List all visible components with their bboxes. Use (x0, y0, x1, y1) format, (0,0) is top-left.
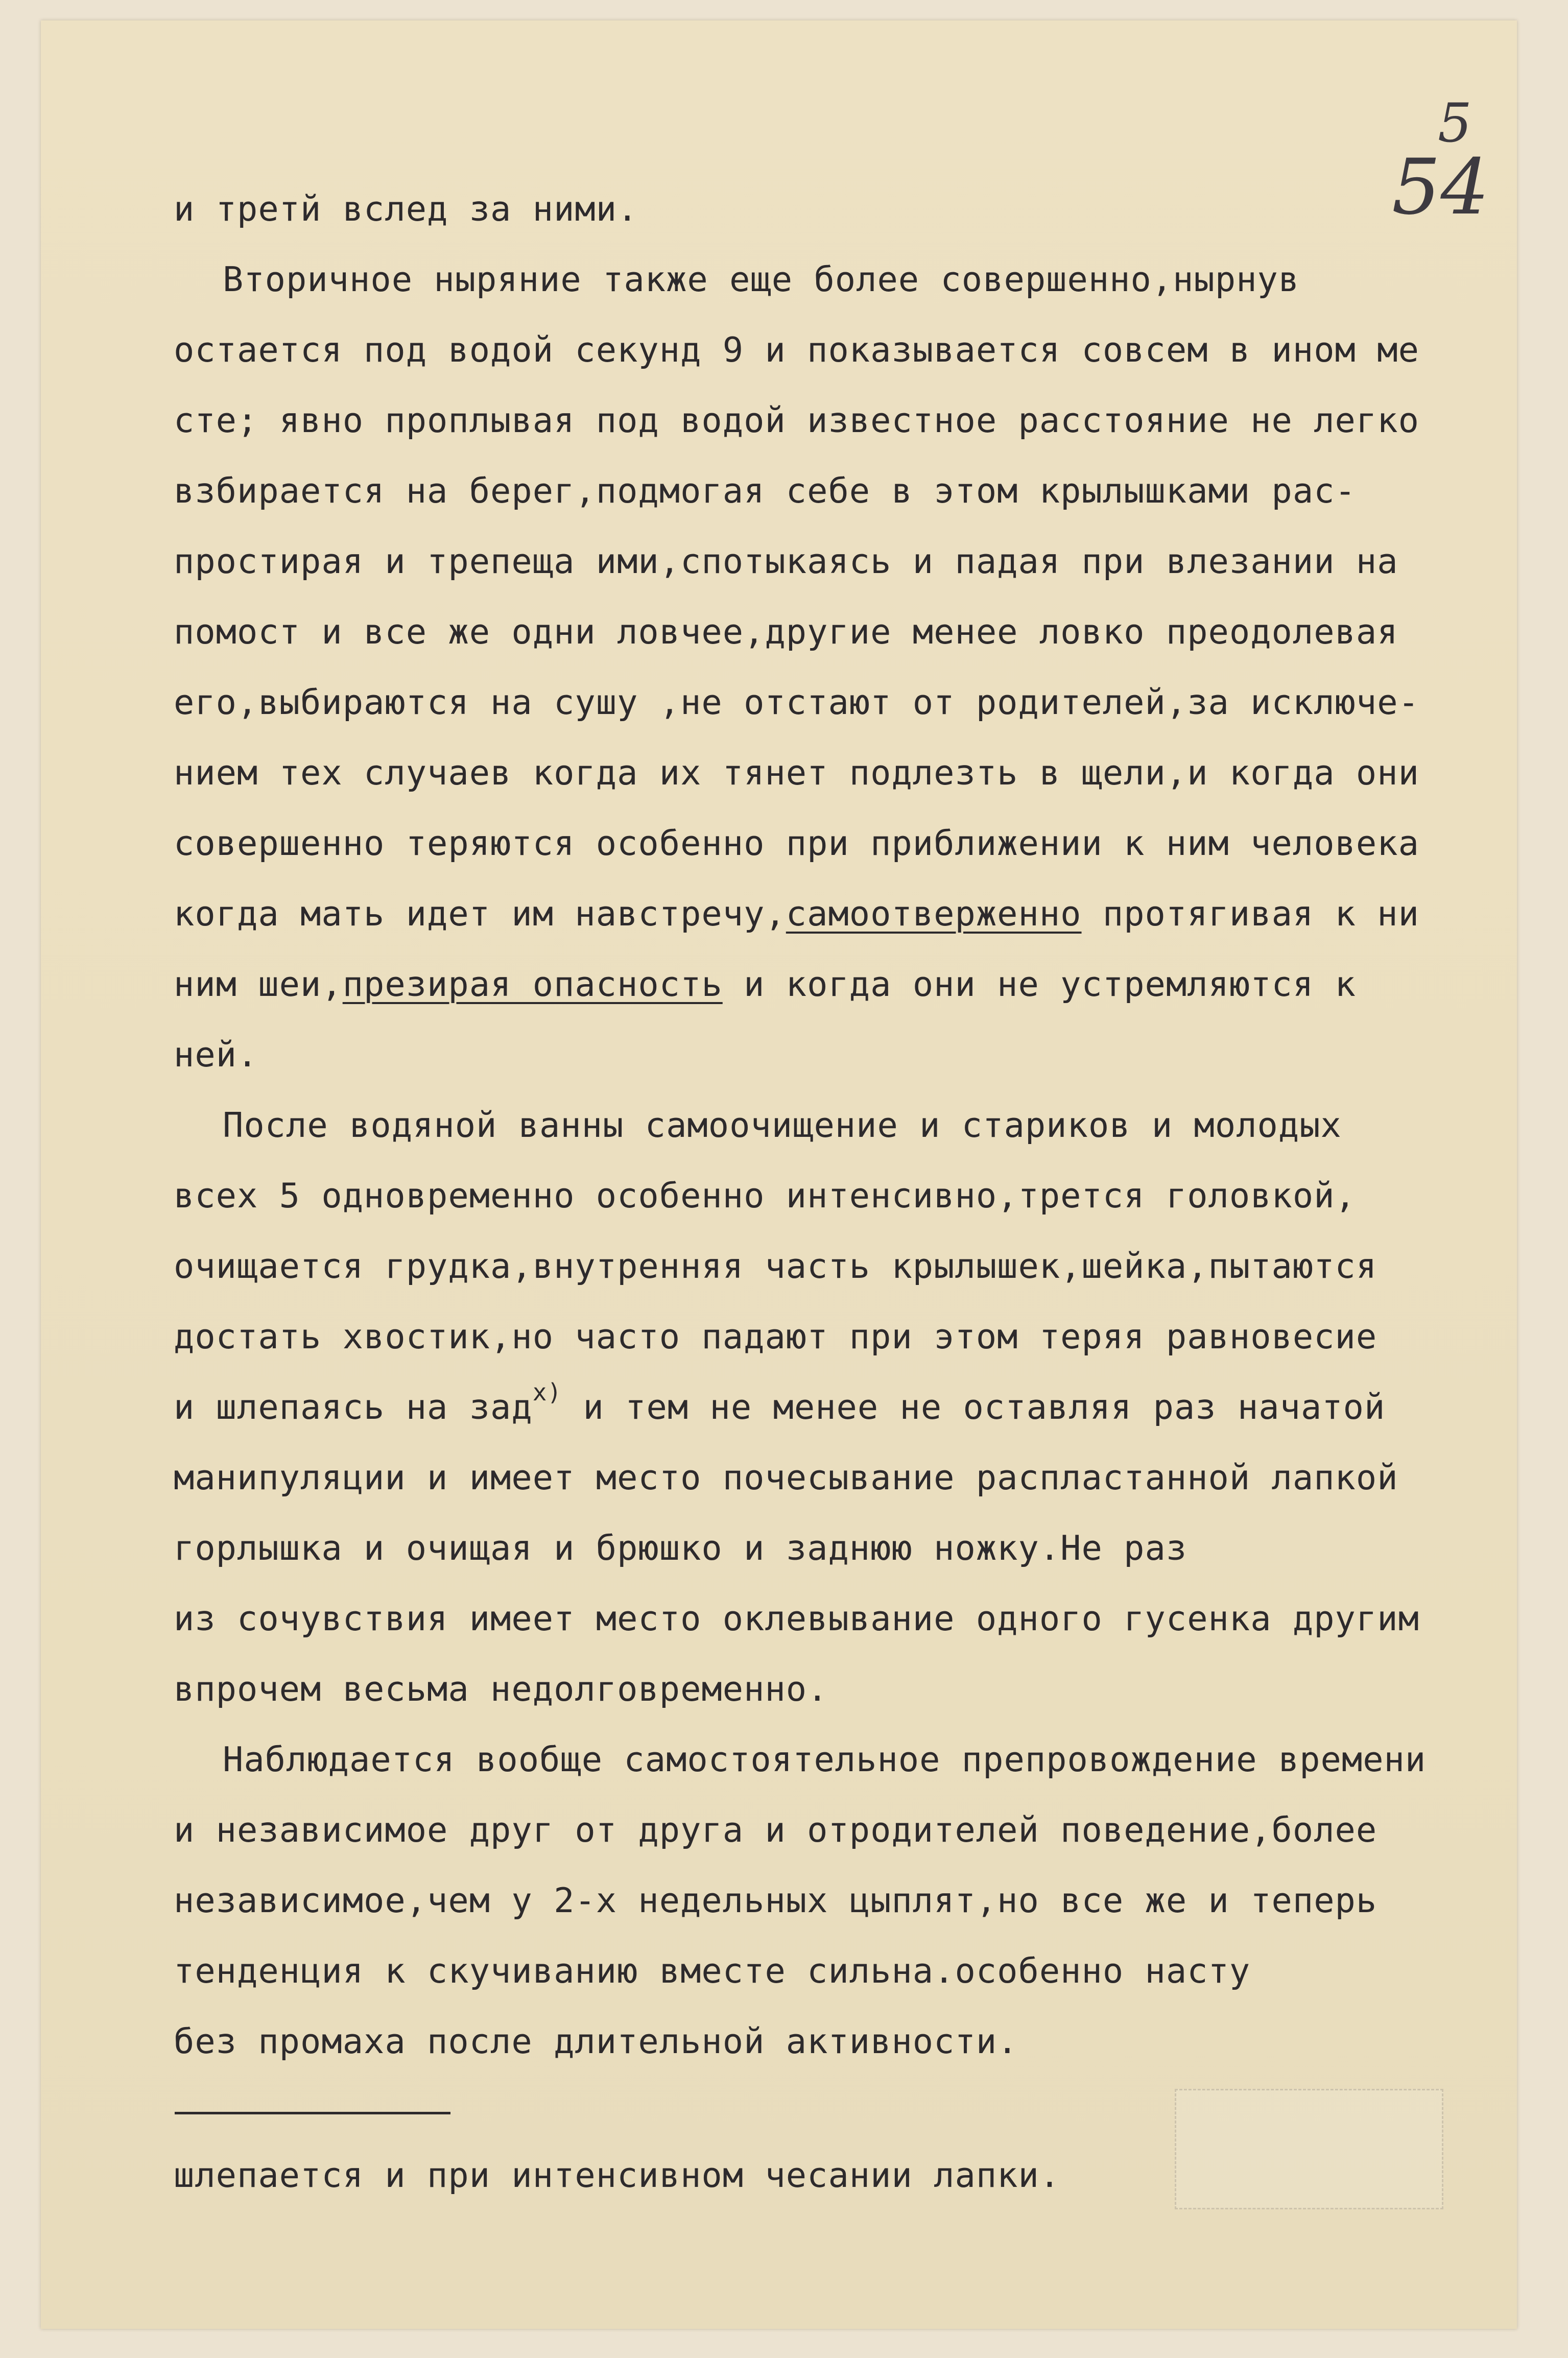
text-fragment: протягивая к ни (1081, 894, 1419, 934)
text-line: После водяной ванны самоочищение и стариков и молодых (223, 1105, 1342, 1145)
typewritten-page (41, 20, 1517, 2329)
text-line: нием тех случаев когда их тянет подлезть в щели,и когда они (174, 753, 1419, 793)
text-line: независимое,чем у 2-х недельных цыплят,но все же и теперь (174, 1880, 1377, 1920)
text-line: совершенно теряются особенно при приближении к ним человека (174, 823, 1419, 863)
text-line: помост и все же одни ловчее,другие менее ловко преодолевая (174, 612, 1398, 652)
text-line: и независимое друг от друга и отродителей поведение,более (174, 1810, 1377, 1850)
text-line: взбирается на берег,подмогая себе в этом крылышками рас- (174, 471, 1356, 511)
text-line: Наблюдается вообще самостоятельное препровождение времени (223, 1740, 1427, 1779)
text-fragment: когда мать идет им навстречу, (174, 894, 786, 934)
text-line: из сочувствия имеет место оклевывание одного гусенка другим (174, 1599, 1419, 1638)
text-line: очищается грудка,внутренняя часть крылышек,шейка,пытаются (174, 1246, 1377, 1286)
text-line: остается под водой секунд 9 и показывается совсем в ином ме (174, 330, 1419, 370)
folio-number-top: 5 (1438, 92, 1472, 154)
text-line: без промаха после длительной активности. (174, 2021, 1018, 2061)
text-line: манипуляции и имеет место почесывание распластанной лапкой (174, 1458, 1398, 1497)
text-line: простирая и трепеща ими,спотыкаясь и падая при влезании на (174, 541, 1398, 581)
footnote-marker: x) (532, 1378, 562, 1406)
text-fragment: ним шеи, (174, 964, 343, 1004)
text-line: тенденция к скучиванию вместе сильна.особенно насту (174, 1951, 1251, 1991)
faded-stamp (1175, 2089, 1443, 2209)
text-line (174, 878, 1512, 949)
text-line: горлышка и очищая и брюшко и заднюю ножку.Не раз (174, 1528, 1187, 1568)
text-line (174, 1372, 1512, 1442)
text-line: и третй вслед за ними. (174, 189, 638, 229)
text-line: ней. (174, 1035, 258, 1075)
footnote-text: шлепается и при интенсивном чесании лапки. (174, 2155, 1061, 2195)
folio-number-bottom: 54 (1392, 143, 1489, 232)
text-line: сте; явно проплывая под водой известное расстояние не легко (174, 400, 1419, 440)
text-fragment: и шлепаясь на зад (174, 1387, 533, 1427)
text-fragment: и когда они не устремляются к (722, 964, 1356, 1004)
text-line: достать хвостик,но часто падают при этом теряя равновесие (174, 1317, 1377, 1356)
underlined-phrase: презирая опасность (342, 964, 723, 1004)
text-line: впрочем весьма недолговременно. (174, 1669, 828, 1709)
footnote-rule (175, 2112, 450, 2114)
underlined-phrase: самоотверженно (786, 894, 1082, 934)
text-line: всех 5 одновременно особенно интенсивно,трется головкой, (174, 1176, 1356, 1216)
text-line (174, 949, 1512, 1019)
text-line: Вторичное ныряние также еще более совершенно,нырнув (223, 259, 1300, 299)
text-line: его,выбираются на сушу ,не отстают от родителей,за исключе- (174, 682, 1419, 722)
text-fragment: и тем не менее не оставляя раз начатой (562, 1387, 1386, 1427)
body-text (174, 174, 1512, 2077)
